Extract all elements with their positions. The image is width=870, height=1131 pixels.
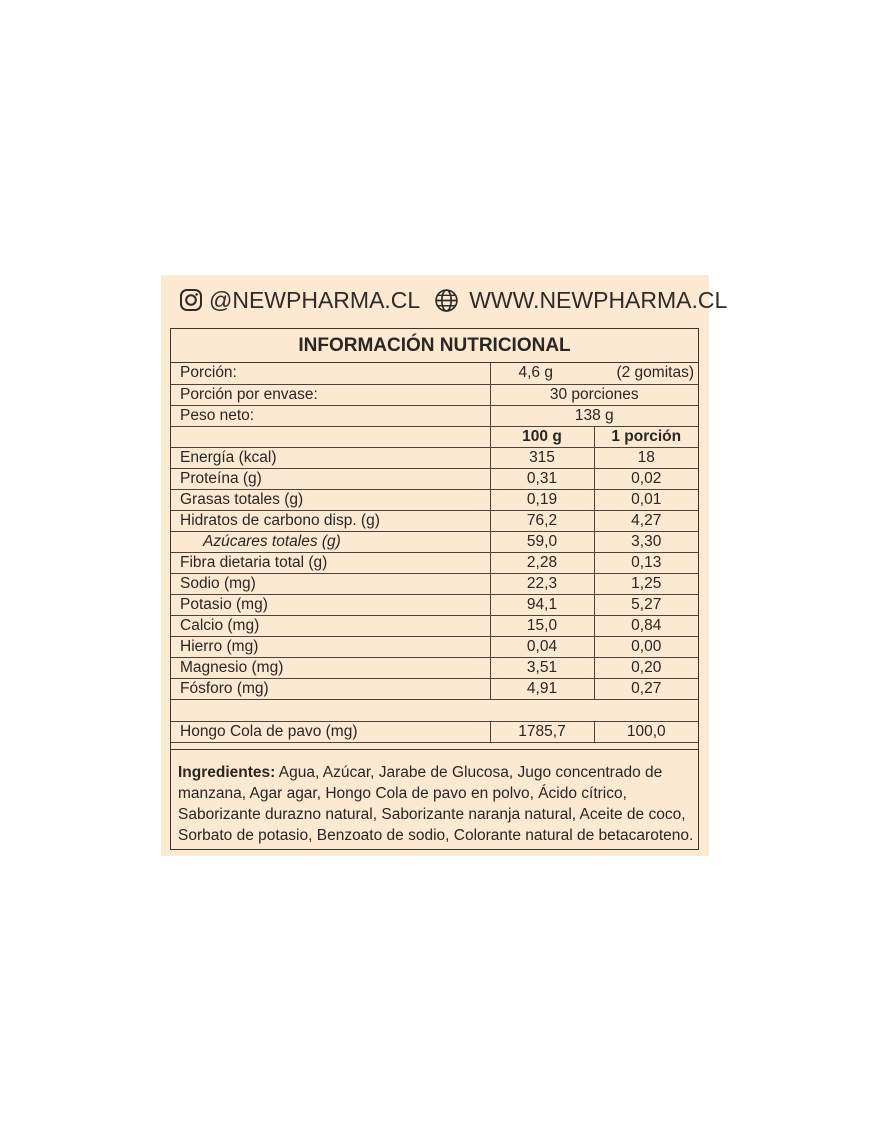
nutrient-value-100g: 1785,7 <box>490 721 594 742</box>
label-header <box>179 285 727 315</box>
nutrient-value-100g: 0,04 <box>490 636 594 657</box>
spacer-row <box>171 699 698 721</box>
nutrient-row <box>171 447 698 468</box>
nutrient-value-100g: 3,51 <box>490 657 594 678</box>
nutrition-table <box>171 363 698 743</box>
nutrient-name: Calcio (mg) <box>171 615 490 636</box>
instagram-icon <box>179 288 203 312</box>
nutrient-row <box>171 531 698 552</box>
nutrient-row <box>171 594 698 615</box>
nutrient-row <box>171 468 698 489</box>
nutrient-name: Sodio (mg) <box>171 573 490 594</box>
nutrition-label <box>161 275 728 856</box>
nutrient-name: Potasio (mg) <box>171 594 490 615</box>
nutrient-value-100g: 315 <box>490 447 594 468</box>
servings-per-container-label: Porción por envase: <box>171 384 490 405</box>
column-header-100g: 100 g <box>490 426 594 447</box>
column-header-row <box>171 426 698 447</box>
nutrient-row <box>171 489 698 510</box>
nutrient-value-serving: 0,02 <box>594 468 698 489</box>
nutrient-name: Hierro (mg) <box>171 636 490 657</box>
nutrient-value-serving: 1,25 <box>594 573 698 594</box>
nutrient-name: Hidratos de carbono disp. (g) <box>171 510 490 531</box>
servings-per-container-value: 30 porciones <box>490 384 698 405</box>
nutrient-value-100g: 4,91 <box>490 678 594 699</box>
nutrient-value-100g: 2,28 <box>490 552 594 573</box>
nutrient-name: Energía (kcal) <box>171 447 490 468</box>
nutrient-value-serving: 4,27 <box>594 510 698 531</box>
nutrient-row <box>171 552 698 573</box>
ingredients-text: Agua, Azúcar, Jarabe de Glucosa, Jugo concentrado de manzana, Agar agar, Hongo Cola de pavo en polvo, Ácido cítrico, Saborizante durazno natural, Saborizante naranja natural, Aceite de coco, Sorbato de potasio, Benzoato de sodio, Colorante natural de betacaroteno. <box>178 764 694 844</box>
nutrient-row <box>171 573 698 594</box>
nutrient-row <box>171 657 698 678</box>
nutrient-value-100g: 59,0 <box>490 531 594 552</box>
nutrient-value-serving: 18 <box>594 447 698 468</box>
nutrient-value-100g: 76,2 <box>490 510 594 531</box>
globe-icon <box>434 288 459 313</box>
nutrient-name: Azúcares totales (g) <box>171 531 490 552</box>
serving-size-value: 4,6 g <box>518 364 553 382</box>
nutrient-name: Fibra dietaria total (g) <box>171 552 490 573</box>
nutrient-value-100g: 94,1 <box>490 594 594 615</box>
servings-per-container-row <box>171 384 698 405</box>
nutrient-value-100g: 0,31 <box>490 468 594 489</box>
nutrient-value-serving: 5,27 <box>594 594 698 615</box>
table-title: INFORMACIÓN NUTRICIONAL <box>171 329 698 363</box>
ingredients-section <box>171 749 698 846</box>
serving-size-note: (2 gomitas) <box>616 364 694 382</box>
nutrient-name: Grasas totales (g) <box>171 489 490 510</box>
nutrient-value-100g: 15,0 <box>490 615 594 636</box>
nutrient-value-serving: 0,84 <box>594 615 698 636</box>
nutrient-row <box>171 510 698 531</box>
net-weight-row <box>171 405 698 426</box>
nutrient-value-serving: 0,01 <box>594 489 698 510</box>
website-link[interactable]: WWW.NEWPHARMA.CL <box>469 286 728 313</box>
nutrient-row <box>171 678 698 699</box>
nutrient-name: Fósforo (mg) <box>171 678 490 699</box>
nutrient-value-serving: 0,13 <box>594 552 698 573</box>
net-weight-value: 138 g <box>490 405 698 426</box>
instagram-handle[interactable]: @NEWPHARMA.CL <box>209 286 421 313</box>
nutrient-value-serving: 0,00 <box>594 636 698 657</box>
column-header-serving: 1 porción <box>594 426 698 447</box>
serving-size-label: Porción: <box>171 363 490 384</box>
nutrition-table-box <box>170 328 699 850</box>
nutrient-name: Magnesio (mg) <box>171 657 490 678</box>
nutrient-row <box>171 615 698 636</box>
nutrient-name: Proteína (g) <box>171 468 490 489</box>
ingredients-label: Ingredientes: <box>178 764 276 781</box>
nutrient-value-serving: 0,27 <box>594 678 698 699</box>
nutrient-value-serving: 3,30 <box>594 531 698 552</box>
nutrient-value-serving: 0,20 <box>594 657 698 678</box>
nutrient-row <box>171 721 698 742</box>
nutrient-value-100g: 0,19 <box>490 489 594 510</box>
nutrient-name: Hongo Cola de pavo (mg) <box>171 721 490 742</box>
serving-size-row <box>171 363 698 384</box>
nutrient-row <box>171 636 698 657</box>
net-weight-label: Peso neto: <box>171 405 490 426</box>
nutrient-value-100g: 22,3 <box>490 573 594 594</box>
nutrient-value-serving: 100,0 <box>594 721 698 742</box>
